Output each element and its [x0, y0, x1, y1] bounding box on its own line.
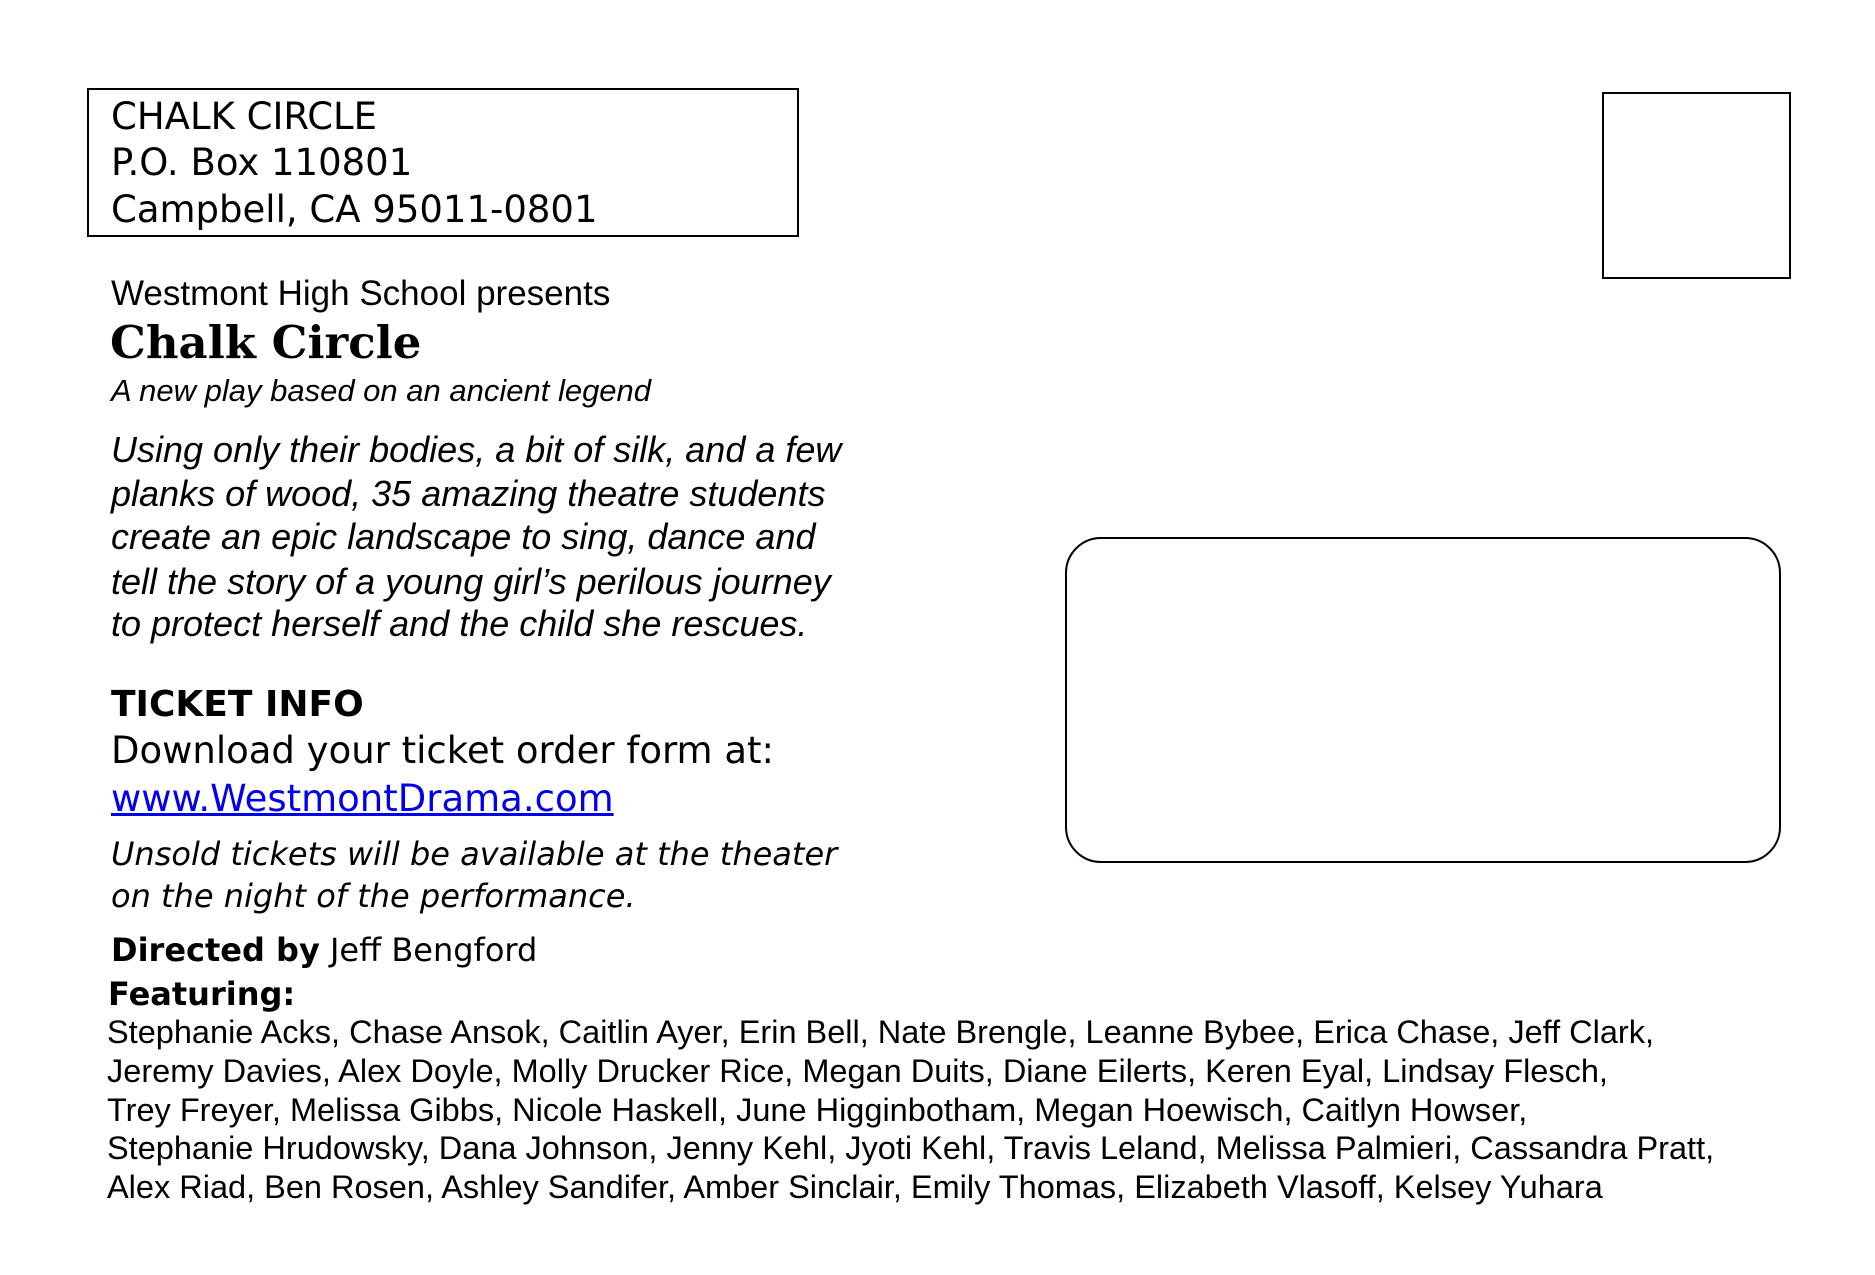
ticket-note-line: Unsold tickets will be available at the theater: [111, 835, 838, 873]
directed-by-label: Directed by: [111, 931, 320, 969]
description-line: planks of wood, 35 amazing theatre students: [111, 473, 826, 514]
ticket-note-line: on the night of the performance.: [111, 877, 636, 915]
featuring-label: Featuring:: [108, 975, 296, 1013]
presenter-line: Westmont High School presents: [111, 274, 611, 313]
description-line: Using only their bodies, a bit of silk, and a few: [111, 429, 842, 470]
director-credit: [111, 930, 537, 970]
return-address-line: Campbell, CA 95011-0801: [111, 188, 598, 231]
website-link[interactable]: www.WestmontDrama.com: [111, 777, 614, 820]
description-line: to protect herself and the child she rescues.: [111, 603, 808, 644]
show-title: Chalk Circle: [110, 316, 422, 369]
cast-line: Alex Riad, Ben Rosen, Ashley Sandifer, Amber Sinclair, Emily Thomas, Elizabeth Vlasoff, Kelsey Yuhara: [107, 1169, 1603, 1205]
return-address-line: CHALK CIRCLE: [111, 95, 378, 138]
cast-line: Stephanie Hrudowsky, Dana Johnson, Jenny Kehl, Jyoti Kehl, Travis Leland, Melissa Palmieri, Cassandra Pratt,: [107, 1130, 1715, 1166]
tagline: A new play based on an ancient legend: [111, 373, 652, 408]
mailing-address-box: [1065, 537, 1781, 863]
description-line: tell the story of a young girl’s perilous journey: [111, 561, 831, 602]
director-name: Jeff Bengford: [319, 931, 538, 969]
ticket-info-heading: TICKET INFO: [111, 684, 364, 725]
download-text: Download your ticket order form at:: [111, 729, 775, 772]
cast-line: Stephanie Acks, Chase Ansok, Caitlin Ayer, Erin Bell, Nate Brengle, Leanne Bybee, Erica Chase, Jeff Clark,: [107, 1014, 1655, 1050]
description-line: create an epic landscape to sing, dance and: [111, 516, 816, 557]
return-address-line: P.O. Box 110801: [111, 141, 413, 184]
stamp-box: [1602, 92, 1791, 279]
cast-line: Trey Freyer, Melissa Gibbs, Nicole Haskell, June Higginbotham, Megan Hoewisch, Caitlyn Howser,: [107, 1092, 1528, 1128]
cast-line: Jeremy Davies, Alex Doyle, Molly Drucker Rice, Megan Duits, Diane Eilerts, Keren Eyal, Lindsay Flesch,: [107, 1053, 1608, 1089]
